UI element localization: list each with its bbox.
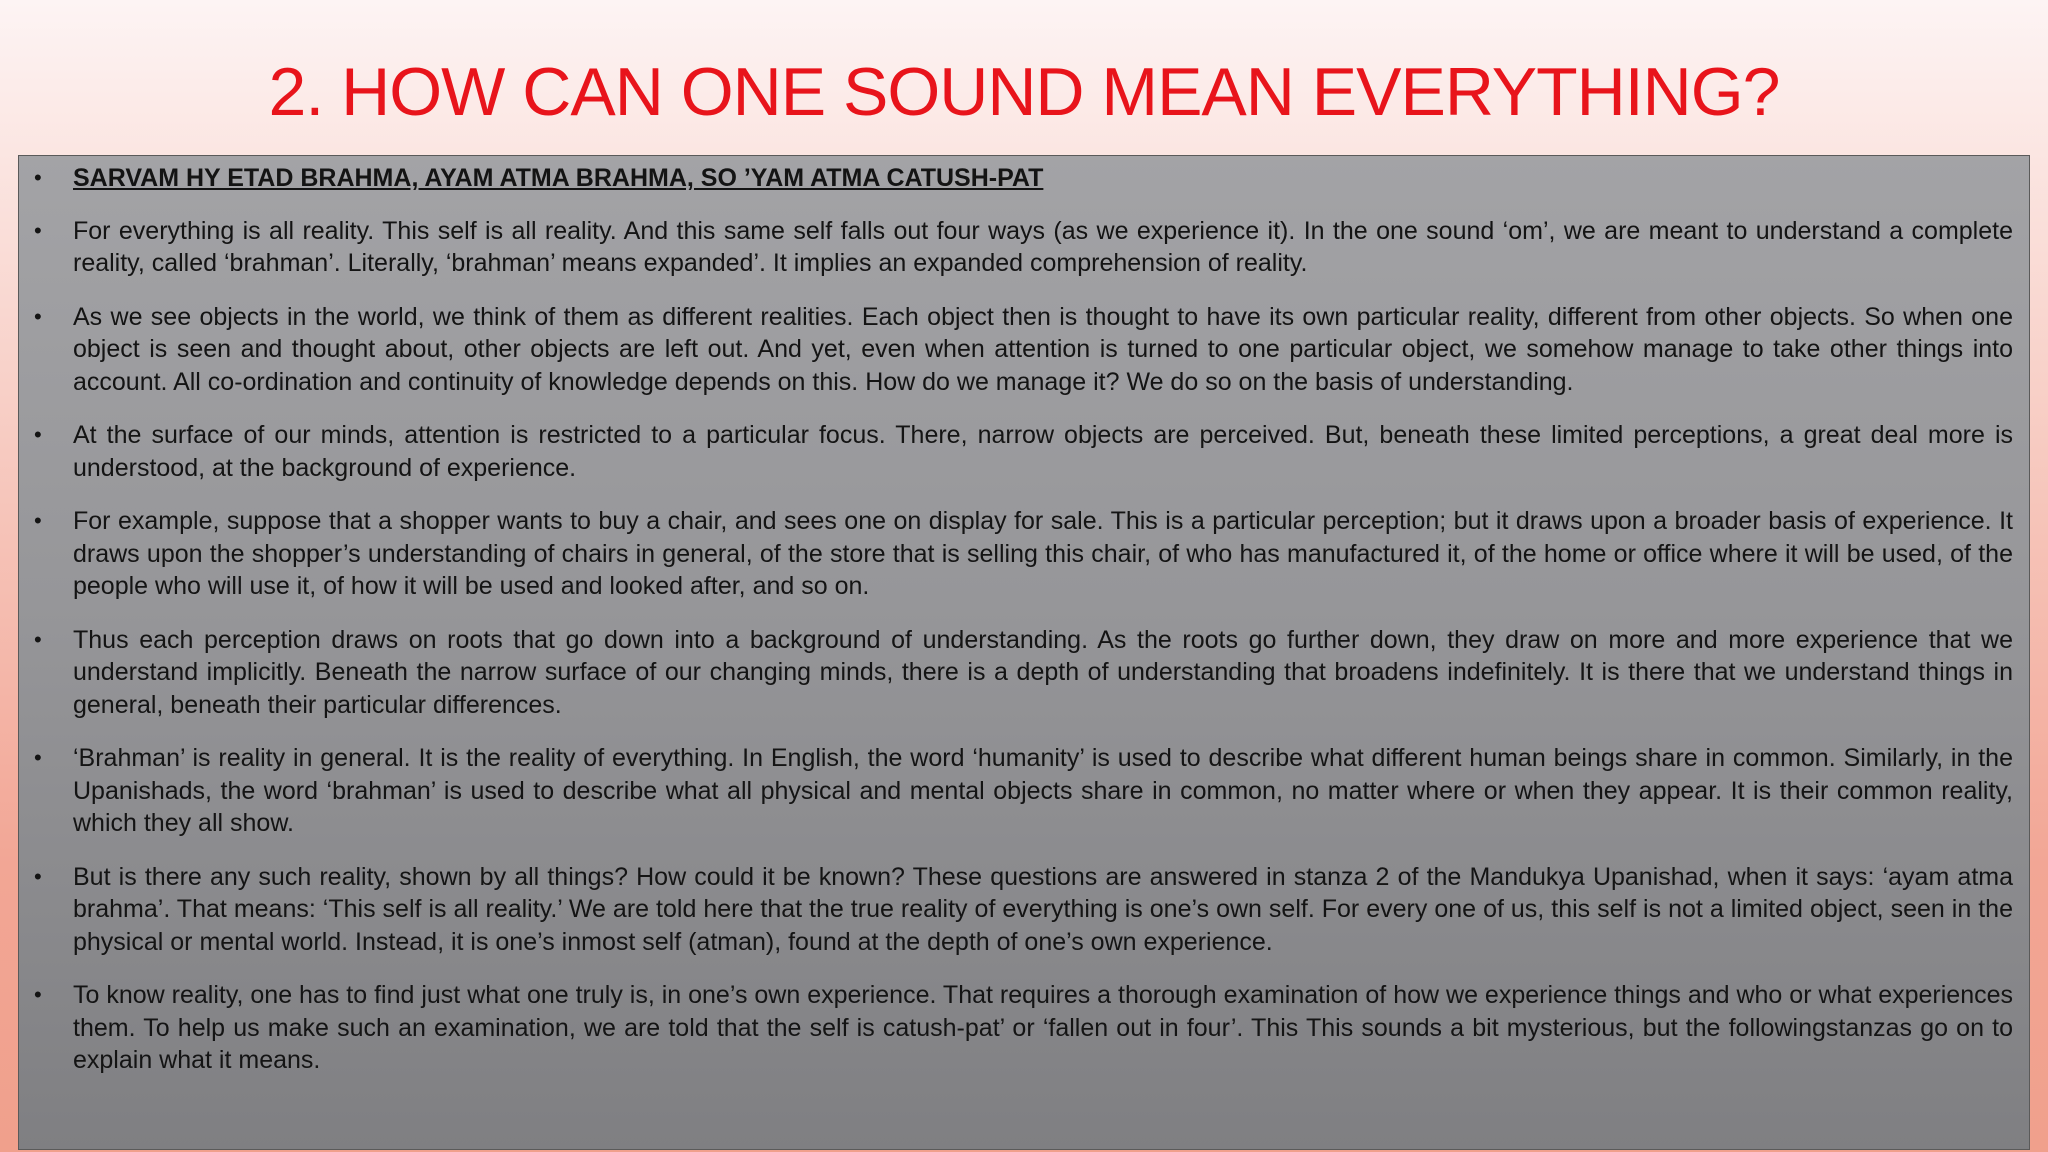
- bullet-item: [19, 979, 2013, 1077]
- bullet-text: For example, suppose that a shopper wants to buy a chair, and sees one on display for sale. This is a particular perception; but it draws upon a broader basis of experience. It draws upon the shopper’s understanding of chairs in general, of the store that is selling this chair, of who has manufactured it, of the home or office where it will be used, of the people who will use it, of how it will be used and looked after, and so on.: [73, 507, 2013, 600]
- bullet-icon: •: [34, 508, 42, 533]
- bullet-icon: •: [34, 982, 42, 1007]
- slide-title-number: 2.: [268, 54, 324, 130]
- bullet-text: ‘Brahman’ is reality in general. It is the reality of everything. In English, the word ‘humanity’ is used to describe what different human beings share in common. Similarly, in the Upanishads, the word ‘brahman’ is used to describe what all physical and mental objects share in common, no matter where or when they appear. It is their common reality, which they all show.: [73, 744, 2013, 837]
- bullet-item: [19, 301, 2013, 399]
- bullet-text: But is there any such reality, shown by all things? How could it be known? These questions are answered in stanza 2 of the Mandukya Upanishad, when it says: ‘ayam atma brahma’. That means: ‘This self is all reality.’ We are told here that the true reality of everything is one’s own self. For every one of us, this self is not a limited object, seen in the physical or mental world. Instead, it is one’s inmost self (atman), found at the depth of one’s own experience.: [73, 862, 2013, 956]
- slide-title: [0, 50, 2048, 134]
- bullet-item: [19, 419, 2013, 484]
- content-box: [18, 155, 2030, 1150]
- bullet-item: [19, 215, 2013, 280]
- bullet-list: [19, 162, 2013, 1077]
- bullet-icon: •: [34, 863, 42, 889]
- bullet-text: As we see objects in the world, we think of them as different realities. Each object then is thought to have its own particular reality, different from other objects. So when one object is seen and thought about, other objects are left out. And yet, even when attention is turned to one particular object, we somehow manage to take other things into account. All co-ordination and continuity of knowledge depends on this. How do we manage it? We do so on the basis of understanding.: [73, 302, 2013, 396]
- bullet-icon: •: [34, 626, 42, 652]
- bullet-icon: •: [34, 422, 42, 447]
- bullet-item: [19, 505, 2013, 603]
- bullet-text: Thus each perception draws on roots that go down into a background of understanding. As the roots go further down, they draw on more and more experience that we understand implicitly. Beneath the narrow surface of our changing minds, there is a depth of understanding that broadens indefinitely. It is there that we understand things in general, beneath their particular differences.: [73, 625, 2013, 719]
- bullet-icon: •: [34, 303, 42, 329]
- bullet-icon: •: [34, 745, 42, 770]
- bullet-item-heading: [19, 162, 2013, 195]
- bullet-item: [19, 624, 2013, 722]
- bullet-text: At the surface of our minds, attention is restricted to a particular focus. There, narrow objects are perceived. But, beneath these limited perceptions, a great deal more is understood, at the background of experience.: [73, 421, 2013, 482]
- bullet-text: To know reality, one has to find just what one truly is, in one’s own experience. That requires a thorough examination of how we experience things and who or what experiences them. To help us make such an examination, we are told that the self is catush-pat’ or ‘fallen out in four’. This This sounds a bit mysterious, but the followingstanzas go on to explain what it means.: [73, 981, 2014, 1074]
- bullet-icon: •: [34, 217, 42, 243]
- bullet-item: [19, 742, 2013, 840]
- bullet-text: For everything is all reality. This self is all reality. And this same self falls out four ways (as we experience it). In the one sound ‘om’, we are meant to understand a complete reality, called ‘brahman’. Literally, ‘brahman’ means expanded’. It implies an expanded comprehension of reality.: [73, 216, 2013, 277]
- bullet-item: [19, 861, 2013, 959]
- section-heading: SARVAM HY ETAD BRAHMA, AYAM ATMA BRAHMA, SO ’YAM ATMA CATUSH-PAT: [73, 164, 1044, 192]
- bullet-icon: •: [34, 165, 42, 190]
- slide-title-text: HOW CAN ONE SOUND MEAN EVERYTHING?: [341, 54, 1780, 130]
